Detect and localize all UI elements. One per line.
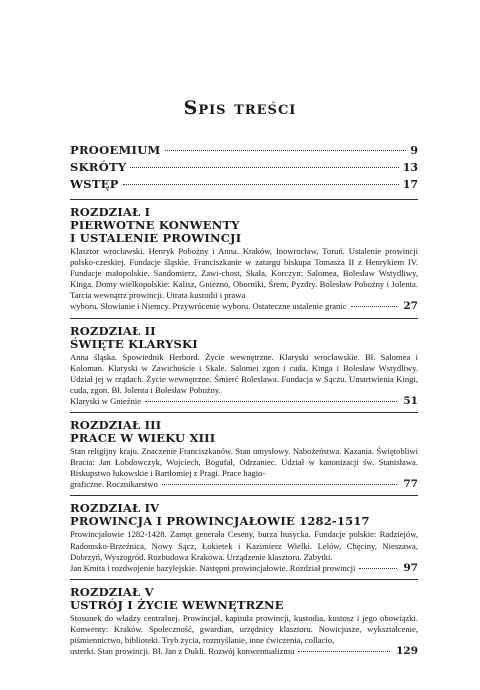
dot-leader	[298, 651, 390, 652]
dot-leader	[123, 184, 399, 185]
dot-leader	[165, 150, 407, 151]
divider	[70, 318, 418, 319]
chapter-summary-end: Jan Kmita i rozdwojenie bazylejskie. Następni prowincjałowie. Rozdział prowincji	[70, 562, 356, 573]
chapter-number: ROZDZIAŁ V	[70, 584, 154, 599]
chapter-number: ROZDZIAŁ I	[70, 205, 151, 219]
page-number: 17	[402, 178, 418, 191]
divider	[70, 495, 418, 496]
chapter-title: ŚWIĘTE KLARYSKI	[70, 336, 198, 351]
chapter-title: PRACE W WIEKU XIII	[70, 431, 216, 446]
chapter-summary: Stosunek do władzy centralnej. Prowincjał, kapituła prowincji, kustodia, kustosz i jego obowiązki. Konwenty: Kraków. Społeczność, gwardian, urzędnicy klasztoru. Nowicjusze, wykształcenie, piśmiennictwo, biblioteki. Tryb życia, rozmyślanie, inne ćwiczenia, collacio,	[70, 612, 418, 645]
chapter-number: ROZDZIAŁ II	[70, 323, 156, 338]
page-number: 27	[403, 300, 418, 313]
page-number: 77	[403, 478, 418, 491]
dot-leader	[359, 568, 397, 569]
chapter-summary: Prowincjałowie 1282-1428. Zamęt generała Ceseny, burza husycka. Fundacje polskie: Radziejów, Radomsko-Brzeźnica, Nowy Sącz, Łokietek i Kazimierz Wielki. Lelów, Chęciny, Nieszawa, Dobrzyń, Wyszogród. Rozbudowa Krakowa. Urządzenie klasztoru. Zabytki.	[70, 529, 418, 562]
page-number: 97	[403, 561, 418, 574]
chapter-summary: Stan religijny kraju. Znaczenie Franciszkanów. Stan umysłowy. Nabożeństwa. Kazania. Świętobliwi Bracia: Jan Łobdowczyk, Wojciech, Bogufał, Odrzaniec. Udział w kanonizacji św. Stanisława. Biskupstwo łukowskie i Bartłomiej z Pragi. Prace hagio-	[70, 446, 418, 479]
toc-chapter-4[interactable]	[70, 502, 418, 573]
toc-entry-prooemium[interactable]	[70, 143, 418, 160]
chapter-number: ROZDZIAŁ III	[70, 418, 162, 433]
divider	[70, 199, 418, 200]
entry-label: PROOEMIUM	[70, 143, 161, 157]
page-title: Spis treści	[183, 97, 297, 119]
dot-leader	[351, 306, 398, 307]
toc-entry-wstep[interactable]	[70, 177, 418, 194]
toc-chapter-2[interactable]	[70, 325, 418, 407]
divider	[70, 412, 418, 413]
toc-chapter-5[interactable]	[70, 586, 418, 657]
page-number: 13	[402, 161, 418, 174]
chapter-summary-end: graficzne. Rocznikarstwo	[70, 479, 158, 490]
chapter-summary: Anna śląska. Spowiednik Herbord. Życie wewnętrzne. Klaryski wrocławskie. Bł. Salomea i Koloman. Klaryski w Zawichoście i Skale. Salomei zgon i cuda. Kinga i Bolesław Wstydliwy. Udział jej w rządach. Życie wewnętrzne. Śmierć Bolesława. Fundacja w Sączu. Umartwienia Kingi, cuda, zgon. Bł. Jolenta i Bolesław Pobożny.	[70, 351, 418, 395]
toc-entry-skroty[interactable]	[70, 160, 418, 177]
page-number: 51	[403, 394, 418, 407]
front-matter	[70, 143, 418, 194]
chapter-summary-end: usterki. Stan prowincji. Bł. Jan z Dukli. Rozwój konwentualizmu	[70, 646, 295, 657]
table-of-contents	[70, 143, 418, 657]
divider	[70, 579, 418, 580]
dot-leader	[145, 401, 397, 402]
chapter-summary: Klasztor wrocławski. Henryk Pobożny i Anna. Kraków, Inowrocław, Toruń. Ustalenie prowincji polsko-czeskiej. Fundacje śląskie. Franciszkanie w zatargu biskupa Tomasza II z Henrykiem IV. Fundacje małopolskie. Sandomierz, Zawi-chost, Skała, Korczyn: Salomea, Bolesław Wstydliwy, Kinga. Domy wielkopolskie: Kalisz, Gniezno, Oborniki, Śrem, Pyzdry. Bolesław Pobożny i Jolenta. Tarcia wewnątrz prowincji. Utrata kustodii i prawa	[70, 246, 418, 301]
chapter-title: PROWINCJA I PROWINCJAŁOWIE 1282-1517	[70, 514, 370, 529]
toc-chapter-1[interactable]	[70, 206, 418, 313]
dot-leader	[130, 167, 398, 168]
chapter-title: PIERWOTNE KONWENTY	[70, 218, 240, 232]
dot-leader	[162, 484, 398, 485]
chapter-number: ROZDZIAŁ IV	[70, 501, 160, 516]
entry-label: WSTĘP	[70, 177, 119, 191]
chapter-title: I USTALENIE PROWINCJI	[70, 231, 242, 245]
toc-chapter-3[interactable]	[70, 419, 418, 490]
entry-label: SKRÓTY	[70, 160, 127, 174]
chapter-title: USTRÓJ I ŻYCIE WEWNĘTRZNE	[70, 597, 284, 612]
chapter-summary-end: Klaryski w Gnieźnie	[70, 395, 142, 406]
chapter-summary-end: wyboru. Słowianie i Niemcy. Przywrócenie wyboru. Ostateczne ustalenie granic	[70, 301, 347, 312]
page-number: 129	[396, 645, 418, 658]
page-number: 9	[410, 144, 418, 157]
